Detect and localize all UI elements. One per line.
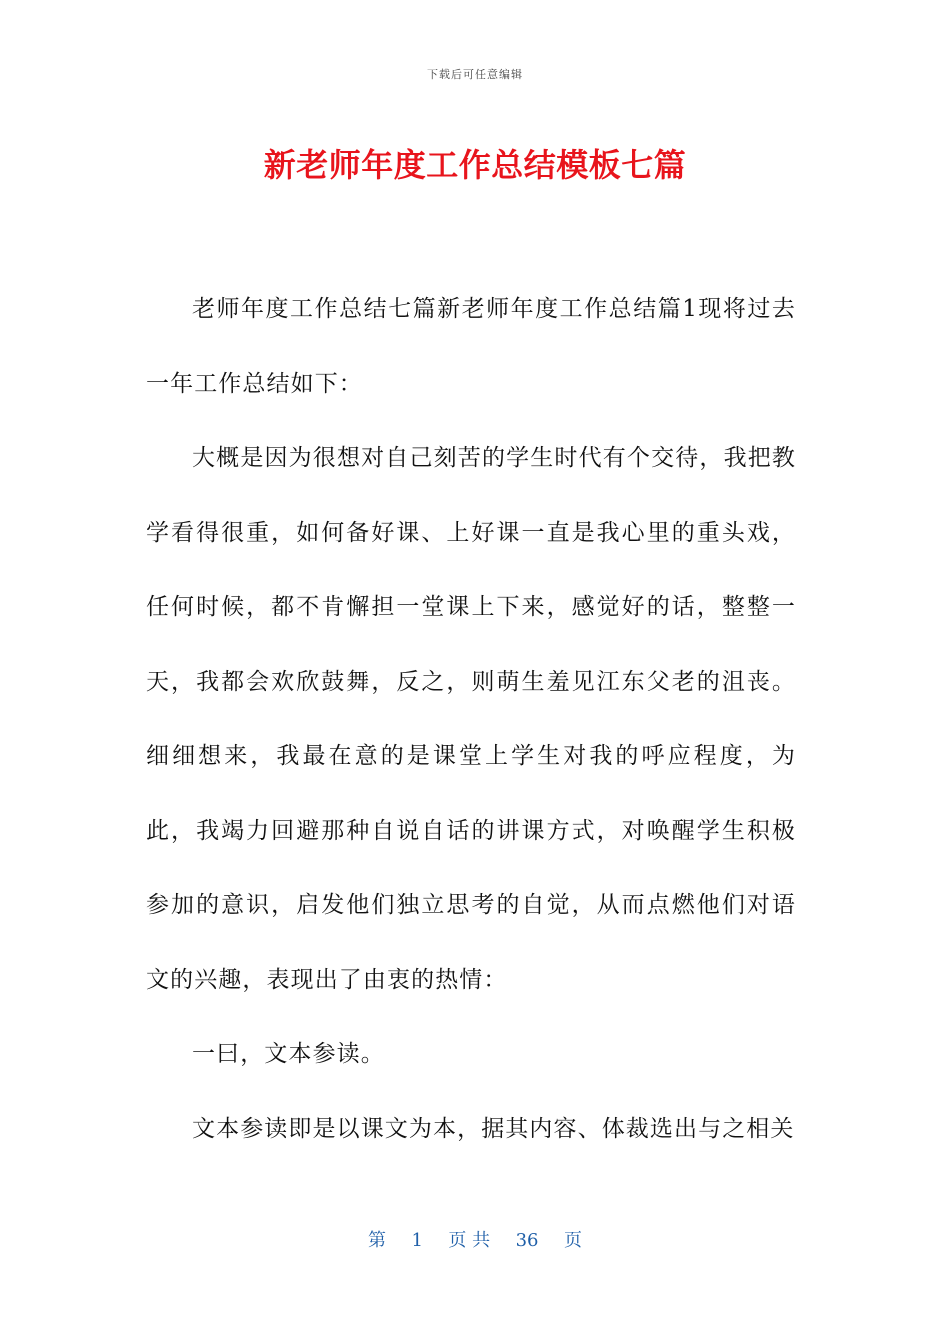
paragraph-4: 文本参读即是以课文为本，据其内容、体裁选出与之相关	[192, 1115, 795, 1142]
document-title: 新老师年度工作总结模板七篇	[263, 146, 687, 184]
footer-total-pages: 36	[515, 1230, 539, 1251]
paragraph-1: 老师年度工作总结七篇新老师年度工作总结篇1现将过去一年工作总结如下：	[146, 296, 796, 397]
header-note: 下载后可任意编辑	[427, 68, 523, 81]
footer-middle: 页 共	[448, 1230, 491, 1251]
paragraph-2: 大概是因为很想对自己刻苦的学生时代有个交待，我把教学看得很重，如何备好课、上好课一直是我心里的重头戏，任何时候，都不肯懈担一堂课上下来，感觉好的话，整整一天，我都会欢欣鼓舞，反之，则萌生羞见江东父老的沮丧。细细想来，我最在意的是课堂上学生对我的呼应程度，为此，我竭力回避那种自说自话的讲课方式，对唤醒学生积极参加的意识，启发他们独立思考的自觉，从而点燃他们对语文的兴趣，表现出了由衷的热情：	[146, 445, 796, 993]
document-body	[146, 272, 796, 1166]
footer-prefix: 第	[368, 1230, 387, 1251]
page-footer	[0, 1226, 950, 1252]
footer-suffix: 页	[563, 1230, 582, 1251]
paragraph-3: 一曰，文本参读。	[192, 1041, 385, 1067]
footer-page-number: 1	[411, 1230, 423, 1251]
